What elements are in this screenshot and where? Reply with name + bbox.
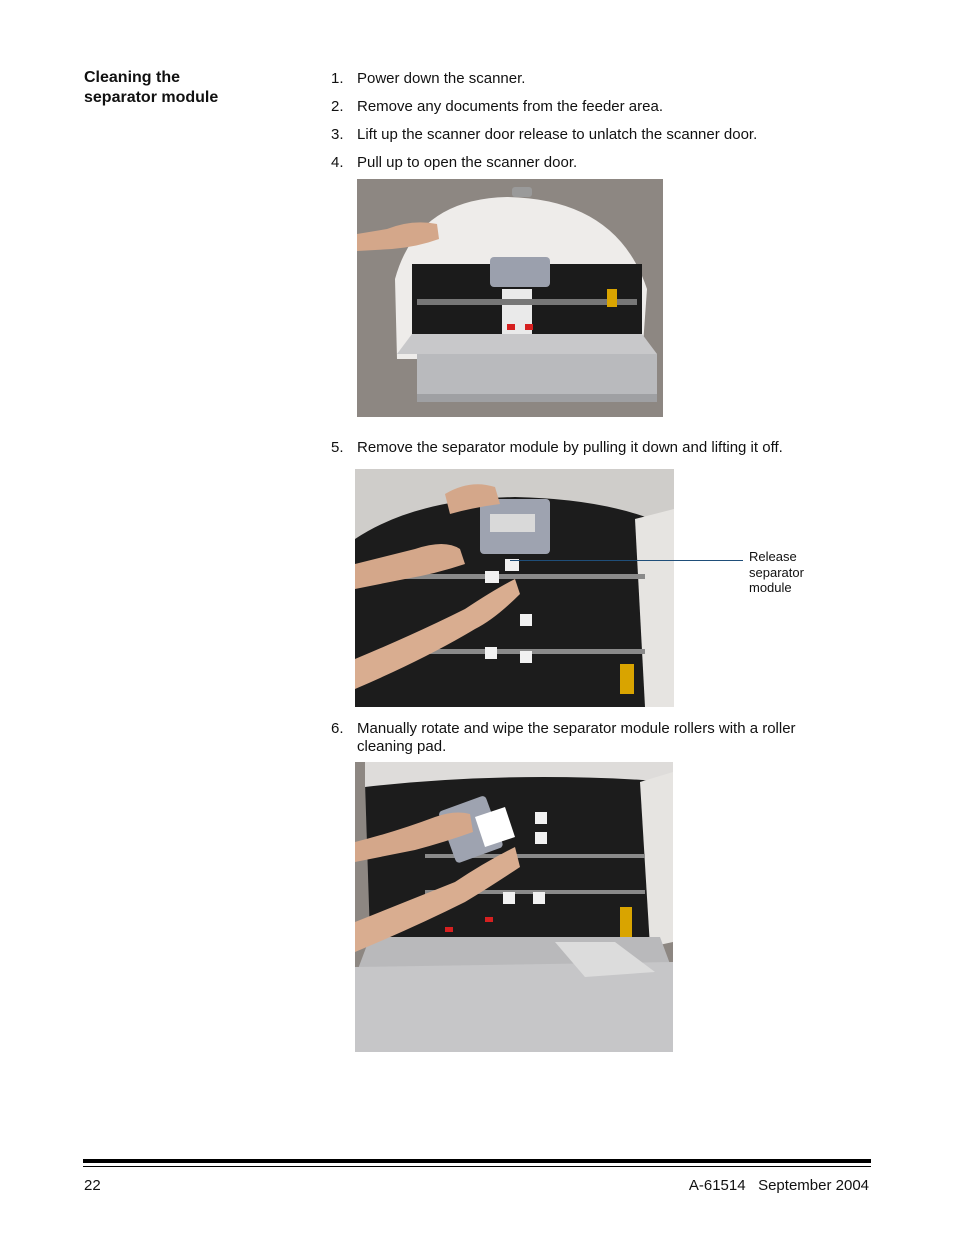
callout-line3: module	[749, 580, 792, 595]
step-number: 6.	[331, 720, 344, 737]
step-number: 2.	[331, 98, 344, 115]
step-6	[331, 720, 831, 756]
step-text: Remove the separator module by pulling it down and lifting it off.	[357, 439, 783, 456]
step-2	[331, 98, 831, 116]
step-5	[331, 439, 831, 457]
step-text: Pull up to open the scanner door.	[357, 154, 578, 171]
footer-rule-thick	[83, 1159, 871, 1163]
step-number: 4.	[331, 154, 344, 171]
step-text: Remove any documents from the feeder area.	[357, 98, 663, 115]
photo-open-scanner-door	[357, 179, 663, 417]
step-number: 3.	[331, 126, 344, 143]
callout-line1: Release	[749, 549, 797, 564]
photo-remove-separator-module	[355, 469, 674, 707]
step-text: Lift up the scanner door release to unlatch the scanner door.	[357, 126, 758, 143]
step-text: Manually rotate and wipe the separator module rollers with a roller cleaning pad.	[357, 720, 796, 755]
document-id: A-61514 September 2004	[688, 1177, 869, 1194]
photo-wipe-rollers	[355, 762, 673, 1052]
section-title-line1: Cleaning the	[84, 69, 181, 86]
callout-label	[749, 549, 839, 596]
section-title-line2: separator module	[84, 89, 219, 106]
step-4	[331, 154, 831, 172]
callout-leader-line	[510, 560, 743, 561]
step-number: 1.	[331, 70, 344, 87]
step-3	[331, 126, 831, 144]
step-number: 5.	[331, 439, 344, 456]
step-1	[331, 70, 831, 88]
page-number: 22	[84, 1177, 101, 1194]
footer-rule-thin	[83, 1166, 871, 1167]
step-text: Power down the scanner.	[357, 70, 526, 87]
section-title	[84, 68, 284, 108]
callout-line2: separator	[749, 564, 804, 580]
